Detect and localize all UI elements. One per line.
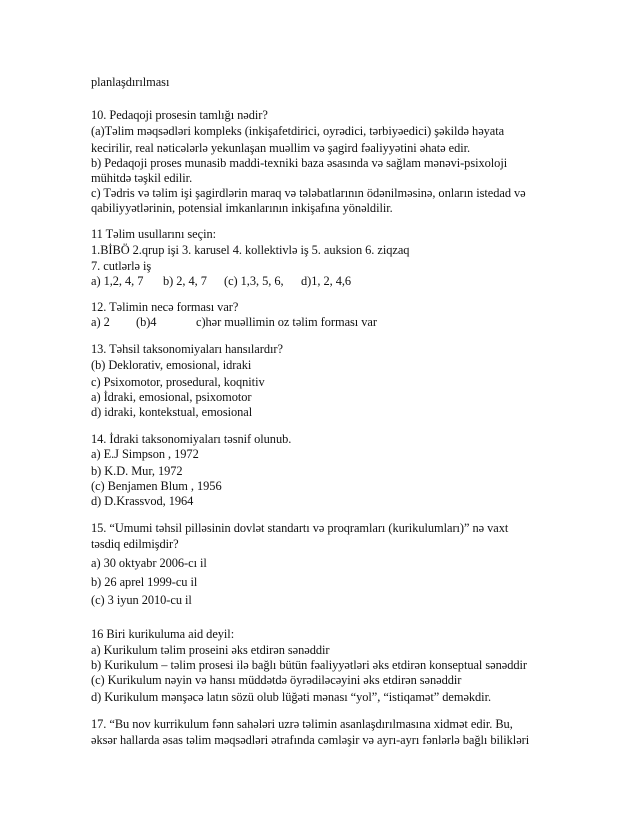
q16-option-c: (c) Kurikulum nəyin və hansı müddətdə öyrədiləcəyini əks etdirən sənəddir xyxy=(91,673,462,687)
q10-option-c-line2: qabiliyyətlərinin, potensial imkanlarının inkişafına yönəldilir. xyxy=(91,201,393,215)
q16-option-b: b) Kurikulum – təlim prosesi ilə bağlı bütün fəaliyyətləri əks etdirən konseptual sənəddir xyxy=(91,658,527,672)
q11-option-b: b) 2, 4, 7 xyxy=(163,274,207,288)
q16-question: 16 Biri kurikuluma aid deyil: xyxy=(91,627,235,641)
q12-option-b: (b)4 xyxy=(136,315,157,329)
q10-option-b-line1: b) Pedaqoji proses munasib maddi-texniki baza əsasında və sağlam mənəvi-psixoloji xyxy=(91,156,508,170)
q14-option-a: a) E.J Simpson , 1972 xyxy=(91,447,199,461)
q15-question-line1: 15. “Umumi təhsil pilləsinin dovlət standartı və proqramları (kurikulumları)” nə vaxt xyxy=(91,521,509,535)
q17-line1: 17. “Bu nov kurrikulum fənn sahələri uzrə təlimin asanlaşdırılmasına xidmət edir. Bu, xyxy=(91,717,513,731)
q11-question: 11 Təlim usullarını seçin: xyxy=(91,227,216,241)
q11-option-d: d)1, 2, 4,6 xyxy=(301,274,352,288)
q14-option-b: b) K.D. Mur, 1972 xyxy=(91,464,183,478)
q14-question: 14. İdraki taksonomiyaları təsnif olunub. xyxy=(91,432,292,446)
q10-option-a-line1: (a)Təlim məqsədləri kompleks (inkişafetdirici, oyrədici, tərbiyəedici) şəkildə həyata xyxy=(91,124,505,138)
q15-question-line2: təsdiq edilmişdir? xyxy=(91,537,179,551)
q14-option-d: d) D.Krassvod, 1964 xyxy=(91,494,194,508)
q11-list-line2: 7. cutlərlə iş xyxy=(91,259,152,273)
q13-option-c: c) Psixomotor, prosedural, koqnitiv xyxy=(91,375,265,389)
q10-option-c-line1: c) Tədris və təlim işi şagirdlərin maraq və tələbatlarının ödənilməsinə, onların istedad və xyxy=(91,186,526,200)
q12-option-a: a) 2 xyxy=(91,315,110,329)
q15-option-b: b) 26 aprel 1999-cu il xyxy=(91,575,198,589)
q12-question: 12. Təlimin necə forması var? xyxy=(91,300,239,314)
q10-question: 10. Pedaqoji prosesin tamlığı nədir? xyxy=(91,108,268,122)
q11-option-c: (c) 1,3, 5, 6, xyxy=(224,274,284,288)
q16-option-a: a) Kurikulum təlim proseini əks etdirən sənəddir xyxy=(91,643,330,657)
q13-option-d: d) idraki, kontekstual, emosional xyxy=(91,405,253,419)
q10-option-a-line2: kecirilir, real nəticələrlə yekunlaşan muəllim və şagird fəaliyyətini əhatə edir. xyxy=(91,141,471,155)
q13-question: 13. Təhsil taksonomiyaları hansılardır? xyxy=(91,342,283,356)
q10-option-b-line2: mühitdə təşkil edilir. xyxy=(91,171,193,185)
q13-option-b: (b) Deklorativ, emosional, idraki xyxy=(91,358,252,372)
q15-option-c: (c) 3 iyun 2010-cu il xyxy=(91,593,192,607)
q15-option-a: a) 30 oktyabr 2006-cı il xyxy=(91,556,207,570)
q11-option-a: a) 1,2, 4, 7 xyxy=(91,274,144,288)
q13-option-a: a) İdraki, emosional, psixomotor xyxy=(91,390,252,404)
q12-option-c: c)hər muəllimin oz təlim forması var xyxy=(196,315,377,329)
q16-option-d: d) Kurikulum mənşəcə latın sözü olub lüğəti mənası “yol”, “istiqamət” deməkdir. xyxy=(91,690,492,704)
q14-option-c: (c) Benjamen Blum , 1956 xyxy=(91,479,222,493)
intro-line: planlaşdırılması xyxy=(91,75,170,89)
q11-list-line1: 1.BİBÖ 2.qrup işi 3. karusel 4. kollektivlə iş 5. auksion 6. ziqzaq xyxy=(91,243,410,257)
q17-line2: əksər hallarda əsas təlim məqsədləri ətrafında cəmləşir və ayrı-ayrı fənlərlə bağlı bilikləri xyxy=(91,733,530,747)
